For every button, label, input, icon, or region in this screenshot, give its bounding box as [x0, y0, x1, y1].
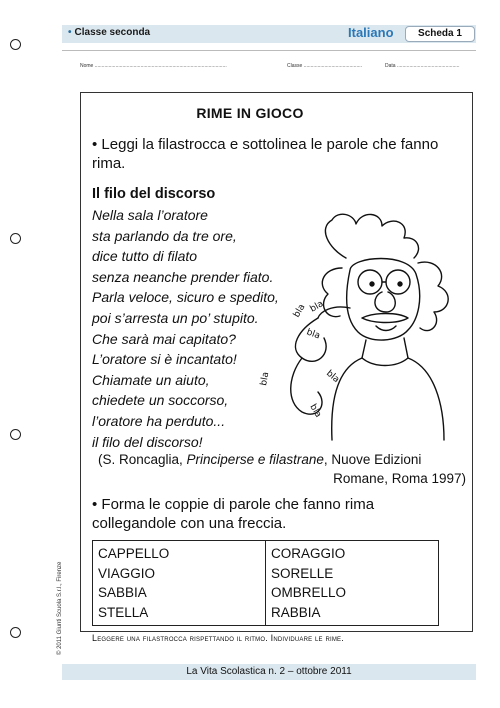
word-item: SABBIA [98, 585, 147, 600]
poem-line: l’oratore ha perduto... [92, 412, 226, 429]
book-title: Principerse e filastrane [186, 452, 324, 467]
poem-line: Che sarà mai capitato? [92, 330, 236, 347]
class-level: • Classe seconda [68, 27, 151, 38]
poem-line: Parla veloce, sicuro e spedito, [92, 289, 279, 306]
footer-band: La Vita Scolastica n. 2 – ottobre 2011 [62, 664, 476, 680]
word-item: OMBRELLO [271, 585, 347, 600]
word-item: CAPPELLO [98, 546, 170, 561]
bla-label: bla [291, 302, 308, 320]
field-date: Data ............................................. [385, 63, 460, 69]
bla-label: bla [307, 402, 323, 420]
credit-line-1: (S. Roncaglia, Principerse e filastrane, Nuove Edizioni [98, 452, 422, 467]
word-item: SORELLE [271, 565, 334, 581]
field-date-label: Data [385, 63, 396, 69]
binder-hole-1 [10, 39, 21, 50]
right-words-column [266, 541, 439, 626]
poem-line: L’oratore si è incantato! [92, 351, 237, 368]
field-class: Classe .......................................... [287, 63, 363, 69]
poem-line: senza neanche prender fiato. [92, 268, 274, 285]
poem-credit [98, 450, 466, 488]
poem-line: poi s’arresta un po’ stupito. [92, 309, 259, 326]
binder-hole-2 [10, 233, 21, 244]
field-name: Nome ............................................................................................... [80, 63, 227, 69]
instruction-read: • Leggi la filastrocca e sottolinea le parole che fanno rima. [92, 136, 439, 172]
header-rule [62, 50, 476, 51]
poem-line: il filo del discorso! [92, 433, 203, 450]
binder-hole-3 [10, 429, 21, 440]
poem-line: chiedete un soccorso, [92, 392, 229, 409]
field-class-label: Classe [287, 63, 303, 69]
bla-label: bla [304, 327, 322, 342]
poem-line: sta parlando da tre ore, [92, 227, 237, 244]
word-item: RABBIA [271, 604, 321, 620]
poem-line: Chiamate un aiuto, [92, 371, 210, 388]
word-item: CORAGGIO [271, 546, 346, 561]
orator-illustration [258, 208, 463, 443]
bla-label: bla [259, 371, 272, 387]
instruction-match: • Forma le coppie di parole che fanno rima collegandole con una freccia. [92, 496, 375, 532]
learning-objective: Leggere una filastrocca rispettando il ritmo. Individuare le rime. [92, 633, 344, 643]
field-name-label: Nome [80, 63, 94, 69]
poem-title: Il filo del discorso [92, 186, 216, 202]
bla-label: bla [324, 368, 342, 386]
left-words-column [93, 541, 266, 626]
worksheet-number: Scheda 1 [405, 26, 475, 42]
credit-line-2: Romane, Roma 1997) [333, 471, 466, 486]
copyright-note: © 2011 Giunti Scuola S.r.l., Firenze [57, 561, 63, 655]
header-band [62, 25, 476, 43]
poem-text [92, 205, 279, 452]
worksheet-title: RIME IN GIOCO [196, 105, 304, 121]
poem-line: dice tutto di filato [92, 248, 198, 265]
subject-label: Italiano [348, 25, 394, 40]
bla-label: bla [308, 299, 326, 315]
word-item: VIAGGIO [98, 565, 156, 581]
binder-hole-4 [10, 627, 21, 638]
poem-line: Nella sala l’oratore [92, 207, 208, 223]
word-item: STELLA [98, 604, 149, 620]
rhyme-table [92, 540, 439, 626]
